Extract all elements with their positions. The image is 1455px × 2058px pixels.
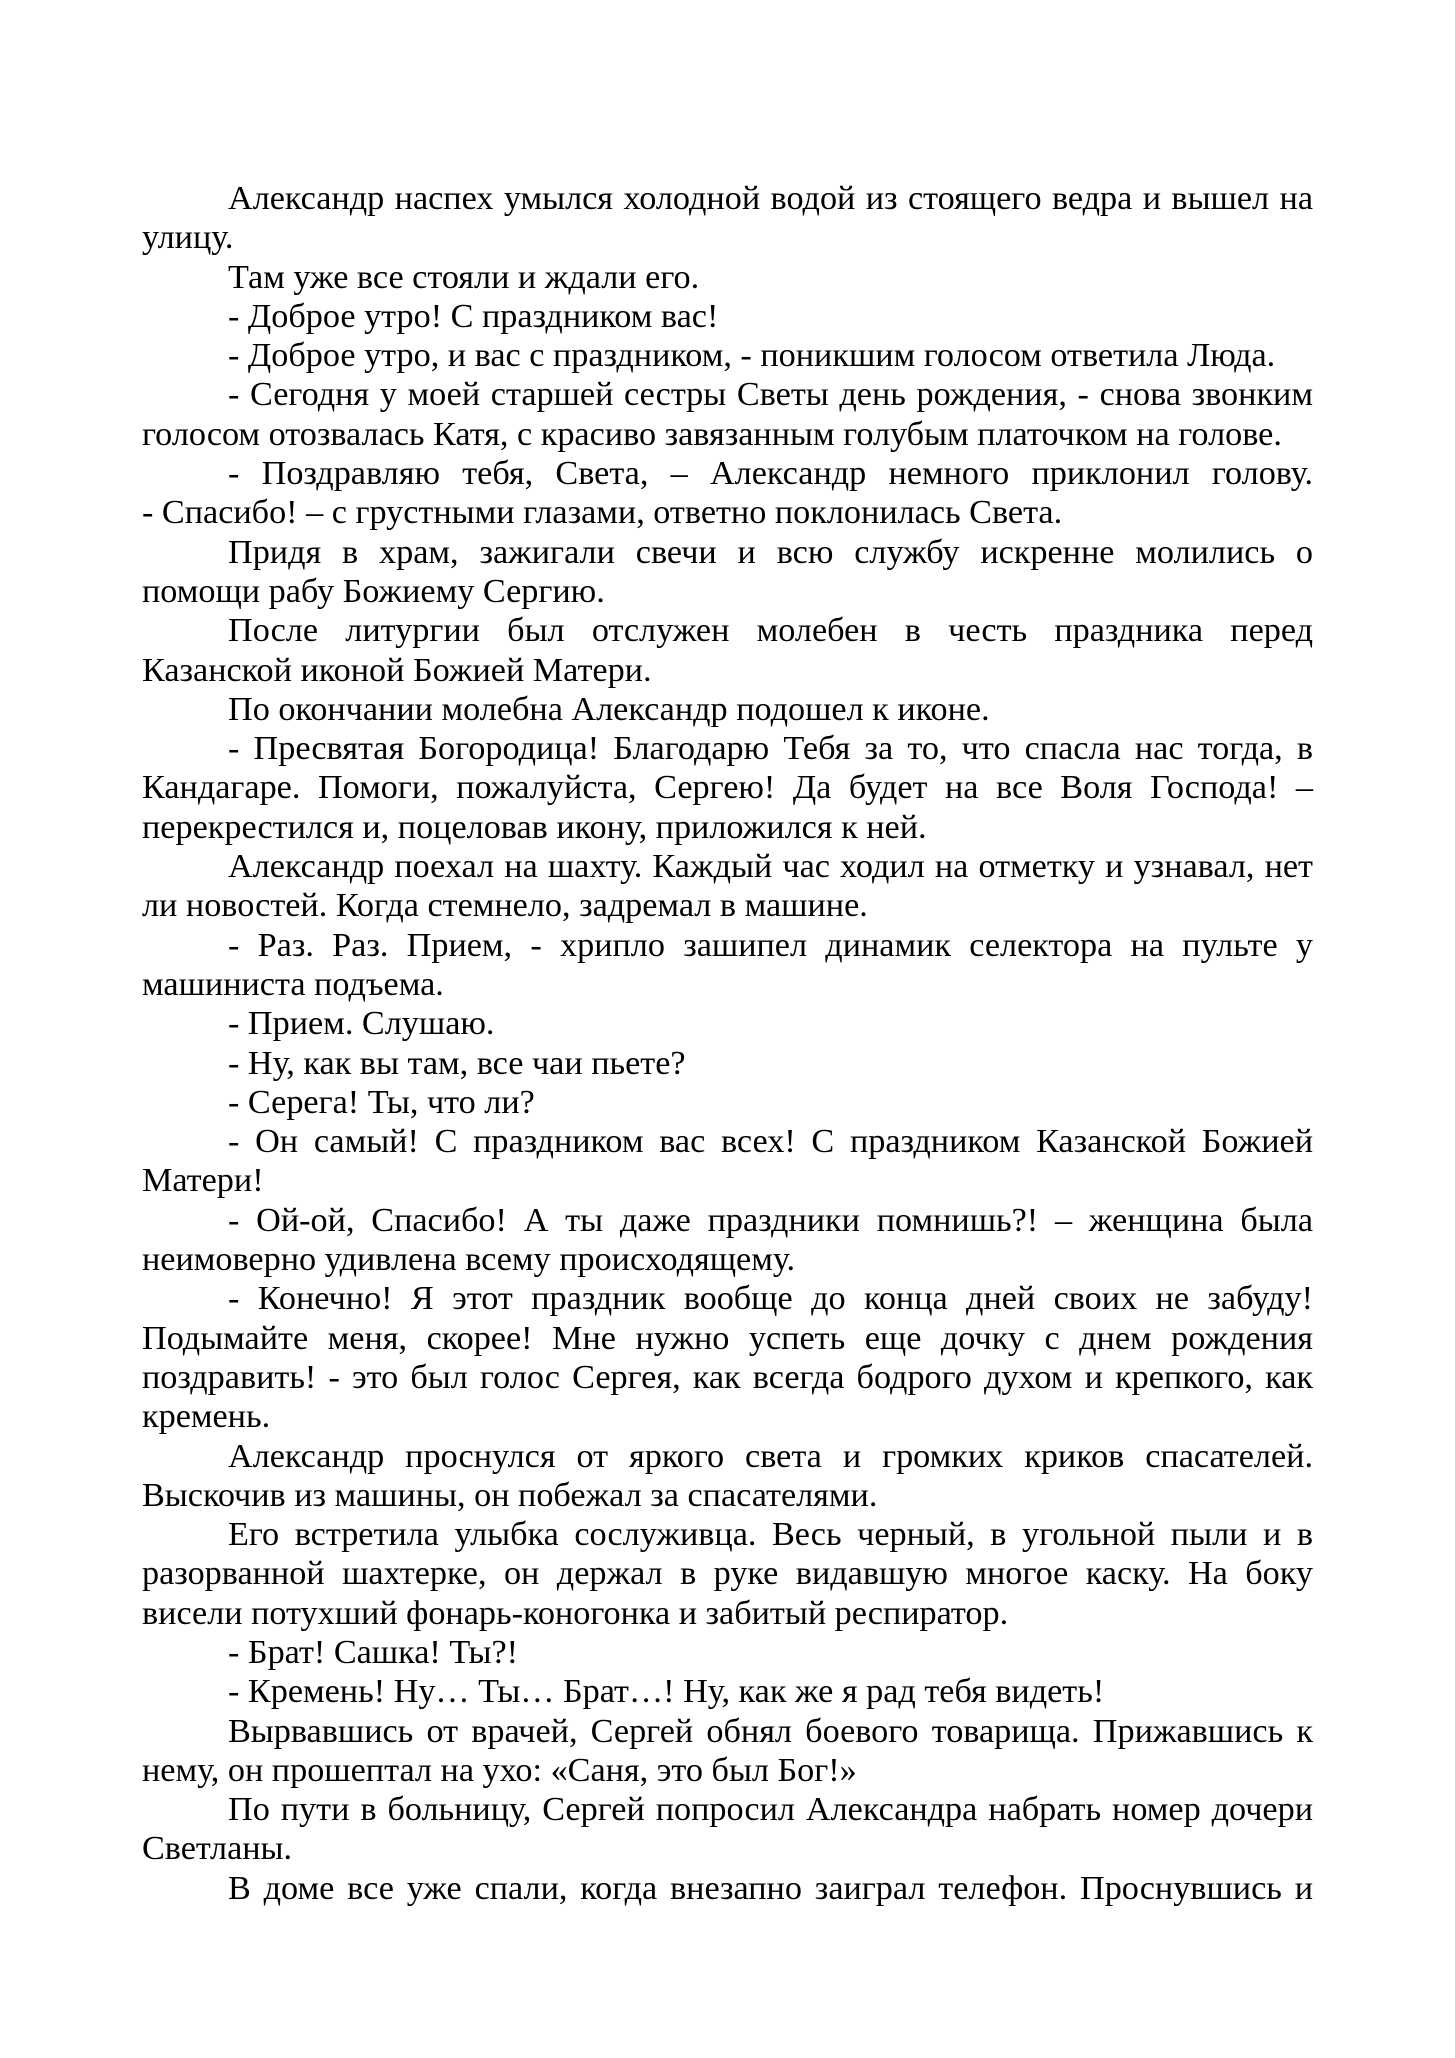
paragraph-line: Вырвавшись от врачей, Сергей обнял боевого товарища. Прижавшись к нему, он прошептал на ухо: «Саня, это был Бог!» (142, 1712, 1313, 1789)
paragraph (142, 1044, 1313, 1083)
paragraph-line: - Ну, как вы там, все чаи пьете? (228, 1044, 686, 1082)
paragraph-line: Александр наспех умылся холодной водой из стоящего ведра и вышел на улицу. (142, 180, 1313, 257)
paragraph-line: - Брат! Сашка! Ты?! (228, 1633, 519, 1671)
paragraph (142, 1201, 1313, 1280)
paragraph-line: - Раз. Раз. Прием, - хрипло зашипел динамик селектора на пульте у машиниста подъема. (142, 926, 1313, 1003)
paragraph (142, 847, 1313, 926)
paragraph (142, 1515, 1313, 1633)
paragraph (142, 1712, 1313, 1791)
paragraph (142, 1122, 1313, 1201)
paragraph (142, 926, 1313, 1005)
paragraph (142, 533, 1313, 612)
paragraph (142, 375, 1313, 454)
paragraph-line: - Ой-ой, Спасибо! А ты даже праздники помнишь?! – женщина была неимоверно удивлена всему происходящему. (142, 1201, 1313, 1279)
paragraph-line: - Конечно! Я этот праздник вообще до конца дней своих не забуду! Подымайте меня, скорее! Мне нужно успеть еще дочку с днем рождения поздравить! - это был голос Сергея, как всегда бодрого духом и крепкого, как кремень. (142, 1280, 1313, 1436)
paragraph (142, 1869, 1313, 1908)
paragraph (142, 1672, 1313, 1711)
paragraph (142, 297, 1313, 336)
paragraph (142, 690, 1313, 729)
paragraph-line: - Прием. Слушаю. (228, 1005, 495, 1043)
paragraph-line: Придя в храм, зажигали свечи и всю службу искренне молились о помощи рабу Божиему Сергию. (142, 533, 1313, 610)
paragraph (142, 454, 1313, 533)
paragraph (142, 336, 1313, 375)
paragraph (142, 258, 1313, 297)
paragraph-line: - Сегодня у моей старшей сестры Светы день рождения, - снова звонким голосом отозвалась Катя, с красиво завязанным голубым платочком на голове. (142, 376, 1313, 453)
paragraph (142, 729, 1313, 847)
paragraph-line: По пути в больницу, Сергей попросил Александра набрать номер дочери Светланы. (142, 1791, 1313, 1868)
paragraph-line: - Кремень! Ну… Ты… Брат…! Ну, как же я рад тебя видеть! (228, 1673, 1105, 1711)
paragraph-line: - Доброе утро, и вас с праздником, - поникшим голосом ответила Люда. (228, 337, 1276, 375)
paragraph-line: - Спасибо! – с грустными глазами, ответно поклонилась Света. (142, 494, 1063, 532)
paragraph (142, 611, 1313, 690)
paragraph-line: После литургии был отслужен молебен в честь праздника перед Казанской иконой Божией Матери. (142, 612, 1313, 689)
paragraph-line: - Он самый! С праздником вас всех! С праздником Казанской Божией Матери! (142, 1123, 1313, 1200)
paragraph-line: Его встретила улыбка сослуживца. Весь черный, в угольной пыли и в разорванной шахтерке, он держал в руке видавшую многое каску. На боку висели потухший фонарь-коногонка и забитый респиратор. (142, 1516, 1313, 1632)
paragraph-line: Там уже все стояли и ждали его. (228, 258, 700, 296)
paragraph-line: Александр поехал на шахту. Каждый час ходил на отметку и узнавал, нет ли новостей. Когда стемнело, задремал в машине. (142, 848, 1313, 925)
paragraph (142, 1437, 1313, 1516)
paragraph (142, 1004, 1313, 1043)
paragraph (142, 1279, 1313, 1436)
paragraph-line: - Доброе утро! С праздником вас! (228, 297, 719, 335)
paragraph (142, 179, 1313, 258)
paragraph (142, 1790, 1313, 1869)
paragraph (142, 1083, 1313, 1122)
paragraph-line: Александр проснулся от яркого света и громких криков спасателей. Выскочив из машины, он побежал за спасателями. (142, 1437, 1313, 1514)
paragraph-line: - Пресвятая Богородица! Благодарю Тебя за то, что спасла нас тогда, в Кандагаре. Помоги, пожалуйста, Сергею! Да будет на все Воля Господа! – перекрестился и, поцеловав икону, приложился к ней. (142, 730, 1313, 846)
paragraph-line: - Поздравляю тебя, Света, – Александр немного приклонил голову. (228, 455, 1313, 493)
paragraph-line: По окончании молебна Александр подошел к иконе. (228, 690, 990, 728)
paragraph (142, 1633, 1313, 1672)
paragraph-line: В доме все уже спали, когда внезапно заиграл телефон. Проснувшись и (228, 1869, 1313, 1907)
paragraph-line: - Серега! Ты, что ли? (228, 1083, 535, 1121)
page-text-block (142, 179, 1313, 1908)
